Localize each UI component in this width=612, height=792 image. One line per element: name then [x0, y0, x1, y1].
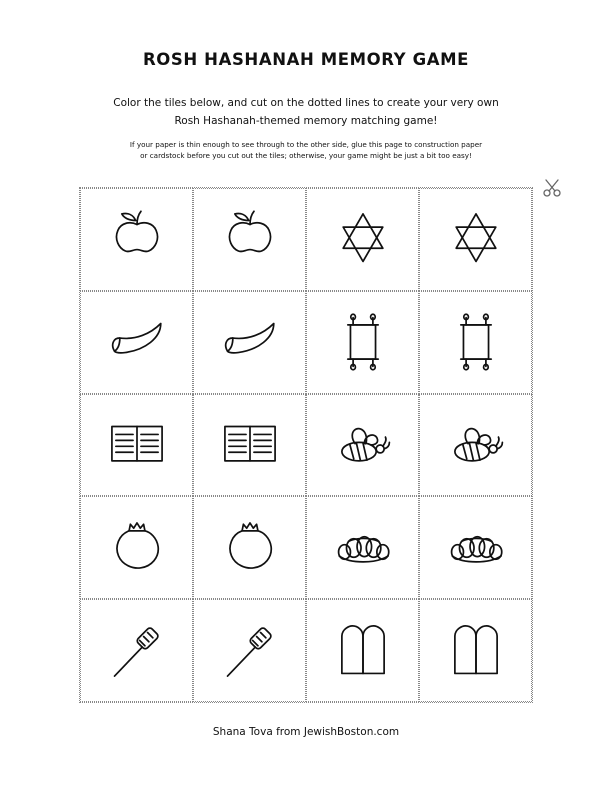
- intro-text: [100, 94, 512, 130]
- memory-tile: [306, 394, 419, 497]
- memory-tile: [419, 394, 532, 497]
- memory-tile: [193, 291, 306, 394]
- shofar-icon: [104, 309, 170, 375]
- memory-tile: [306, 291, 419, 394]
- shofar-icon: [217, 309, 283, 375]
- note-line-2: or cardstock before you cut out the tiles; otherwise, your game might be just a bit too easy!: [140, 151, 472, 160]
- honey-dipper-icon: [104, 618, 170, 684]
- memory-tile: [419, 291, 532, 394]
- memory-tile: [80, 599, 193, 702]
- challah-icon: [330, 515, 396, 581]
- memory-tile: [306, 188, 419, 291]
- tablets-icon: [443, 618, 509, 684]
- footer-credit: Shana Tova from JewishBoston.com: [212, 726, 400, 738]
- pomegranate-icon: [104, 515, 170, 581]
- star-of-david-icon: [330, 206, 396, 272]
- memory-tile: [193, 599, 306, 702]
- memory-tile: [419, 496, 532, 599]
- scissors-icon: [541, 177, 563, 199]
- tile-grid: [79, 187, 533, 703]
- bee-icon: [330, 412, 396, 478]
- bee-icon: [443, 412, 509, 478]
- memory-tile: [80, 291, 193, 394]
- memory-tile: [419, 599, 532, 702]
- page-title: ROSH HASHANAH MEMORY GAME: [143, 50, 469, 69]
- memory-tile: [306, 496, 419, 599]
- memory-tile: [306, 599, 419, 702]
- star-of-david-icon: [443, 206, 509, 272]
- memory-tile: [193, 394, 306, 497]
- honey-dipper-icon: [217, 618, 283, 684]
- memory-tile: [80, 496, 193, 599]
- torah-scroll-icon: [330, 309, 396, 375]
- tablets-icon: [330, 618, 396, 684]
- prayer-book-icon: [104, 412, 170, 478]
- memory-tile: [193, 496, 306, 599]
- memory-tile: [80, 188, 193, 291]
- intro-line-1: Color the tiles below, and cut on the dotted lines to create your very own: [113, 97, 499, 109]
- apple-icon: [217, 206, 283, 272]
- note-text: [110, 139, 502, 161]
- torah-scroll-icon: [443, 309, 509, 375]
- apple-icon: [104, 206, 170, 272]
- pomegranate-icon: [217, 515, 283, 581]
- memory-tile: [419, 188, 532, 291]
- note-line-1: If your paper is thin enough to see through to the other side, glue this page to construction paper: [129, 140, 483, 149]
- intro-line-2: Rosh Hashanah-themed memory matching game!: [174, 115, 438, 127]
- memory-tile: [193, 188, 306, 291]
- challah-icon: [443, 515, 509, 581]
- memory-tile: [80, 394, 193, 497]
- prayer-book-icon: [217, 412, 283, 478]
